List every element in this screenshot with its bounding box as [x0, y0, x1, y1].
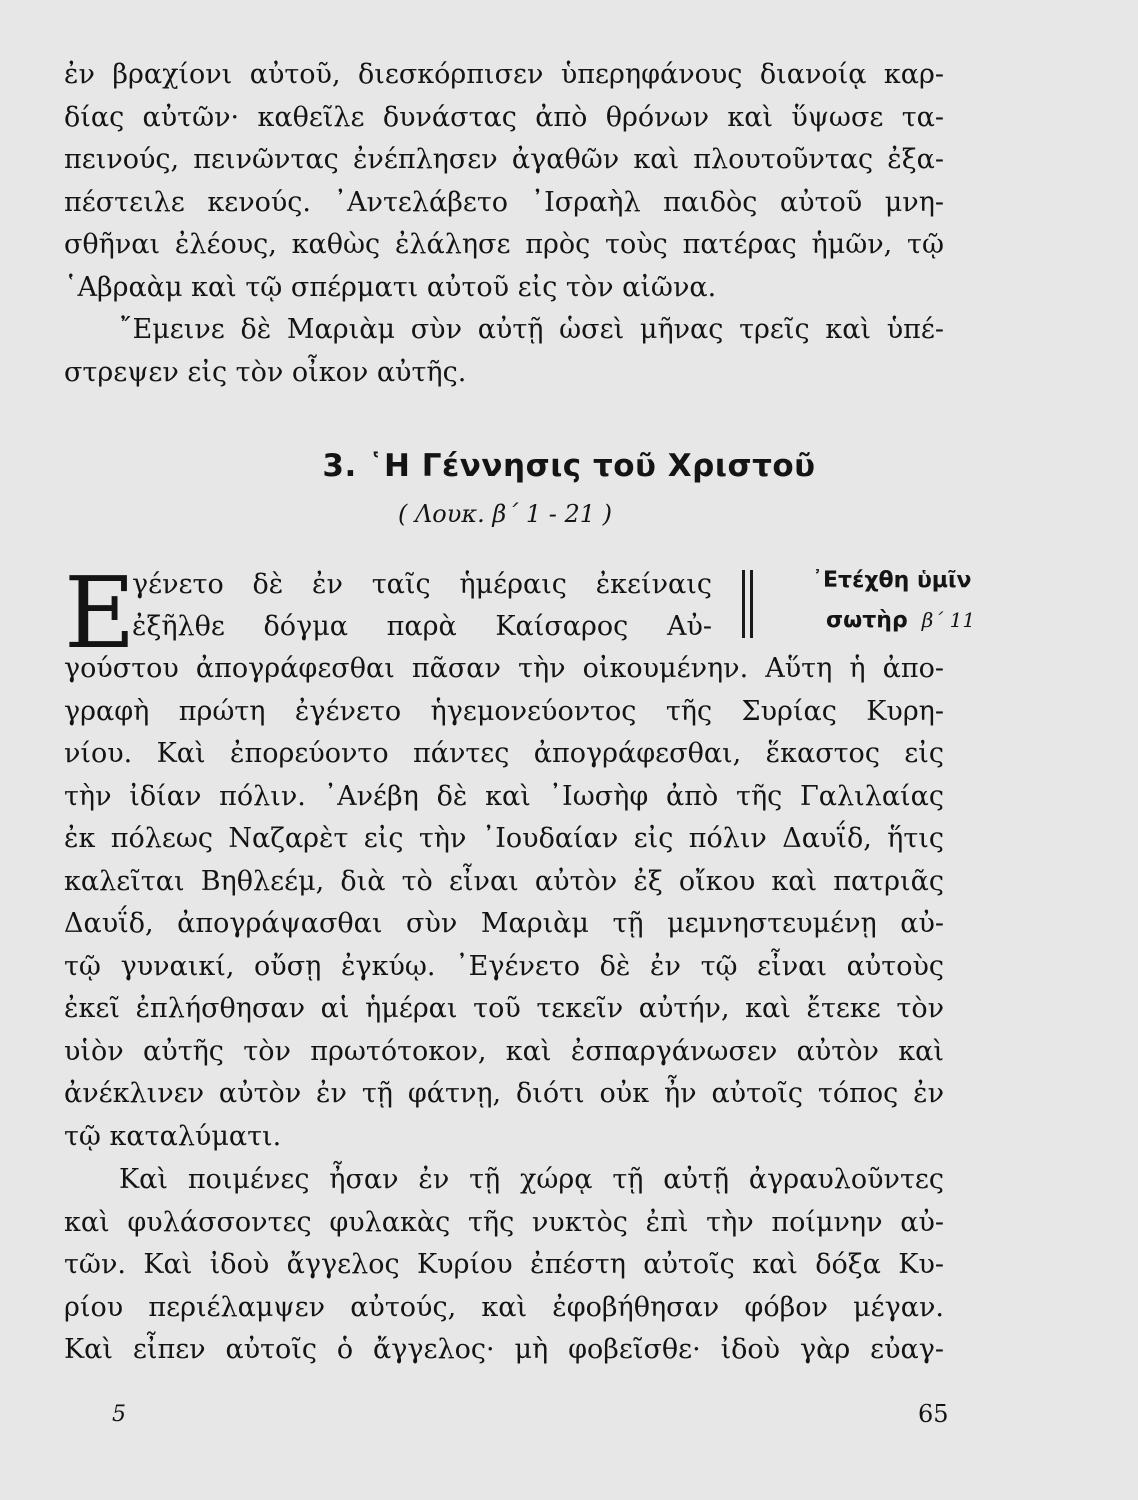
text-line: ρίου περιέλαμψεν αὐτούς, καὶ ἐφοβήθησαν φόβον μέγαν. [64, 1291, 944, 1323]
text-line: ἐξῆλθε δόγμα παρὰ Καίσαρος Αὐ- [132, 611, 712, 642]
text-line: ῾Αβραὰμ καὶ τῷ σπέρματι αὐτοῦ εἰς τὸν αἰῶνα. [64, 271, 717, 303]
text-line: Δαυΐδ, ἀπογράψασθαι σὺν Μαριὰμ τῇ μεμνηστευμένῃ αὐ- [64, 908, 944, 939]
text-line: τῶν. Καὶ ἰδοὺ ἄγγελος Κυρίου ἐπέστη αὐτοῖς καὶ δόξα Κυ- [64, 1249, 944, 1280]
text-line: πέστειλε κενούς. ᾿Αντελάβετο ᾿Ισραὴλ παιδὸς αὐτοῦ μνη- [64, 186, 944, 218]
top-paragraph [64, 54, 944, 394]
page-number: 65 [918, 1400, 949, 1428]
text-line: νίου. Καὶ ἐπορεύοντο πάντες ἀπογράφεσθαι, ἕκαστος εἰς [64, 738, 944, 769]
text-line: πεινούς, πεινῶντας ἐνέπλησεν ἀγαθῶν καὶ πλουτοῦντας ἐξα- [64, 144, 944, 175]
text-line: γούστου ἀπογράφεσθαι πᾶσαν τὴν οἰκουμένην. Αὕτη ἡ ἀπο- [64, 653, 944, 684]
text-line: υἱὸν αὐτῆς τὸν πρωτότοκον, καὶ ἐσπαργάνωσεν αὐτὸν καὶ [64, 1035, 944, 1067]
text-line: γραφὴ πρώτη ἐγένετο ἡγεμονεύοντος τῆς Συρίας Κυρη- [64, 695, 944, 727]
final-paragraph [64, 1159, 944, 1372]
text-line: γένετο δὲ ἐν ταῖς ἡμέραις ἐκείναις [132, 569, 712, 600]
double-rule [742, 570, 745, 638]
signature-mark: 5 [112, 1402, 126, 1427]
text-line: στρεψεν εἰς τὸν οἶκον αὐτῆς. [64, 356, 467, 388]
margin-note-reference: β΄ 11 [921, 608, 976, 632]
margin-note-line [826, 608, 975, 633]
text-line: ἐν βραχίονι αὐτοῦ, διεσκόρπισεν ὑπερηφάνους διανοίᾳ καρ- [64, 59, 944, 90]
margin-note-line: ᾿Ετέχθη ὑμῖν [812, 568, 972, 593]
text-line: καλεῖται Βηθλεέμ, διὰ τὸ εἶναι αὐτὸν ἐξ οἴκου καὶ πατριᾶς [64, 865, 944, 897]
text-line: τῷ καταλύματι. [64, 1120, 282, 1152]
text-line: δίας αὐτῶν· καθεῖλε δυνάστας ἀπὸ θρόνων καὶ ὕψωσε τα- [64, 101, 944, 133]
text-line: Καὶ ποιμένες ἦσαν ἐν τῇ χώρᾳ τῇ αὐτῇ ἀγραυλοῦντες [119, 1164, 944, 1195]
text-line: τὴν ἰδίαν πόλιν. ᾿Ανέβη δὲ καὶ ᾿Ιωσὴφ ἀπὸ τῆς Γαλιλαίας [64, 780, 944, 812]
margin-note-word: σωτὴρ [826, 608, 908, 633]
text-line: σθῆναι ἐλέους, καθὼς ἐλάλησε πρὸς τοὺς πατέρας ἡμῶν, τῷ [64, 229, 944, 260]
section-title: 3. ῾Η Γέννησις τοῦ Χριστοῦ [322, 448, 816, 484]
text-line: ἀνέκλινεν αὐτὸν ἐν τῇ φάτνῃ, διότι οὐκ ἦν αὐτοῖς τόπος ἐν [64, 1078, 944, 1109]
scripture-reference: ( Λουκ. β΄ 1 - 21 ) [397, 500, 613, 528]
text-line: Καὶ εἶπεν αὐτοῖς ὁ ἄγγελος· μὴ φοβεῖσθε· ἰδοὺ γὰρ εὐαγ- [64, 1334, 944, 1365]
text-line: ῎Εμεινε δὲ Μαριὰμ σὺν αὐτῇ ὡσεὶ μῆνας τρεῖς καὶ ὑπέ- [119, 314, 944, 345]
text-line: ἐκεῖ ἐπλήσθησαν αἱ ἡμέραι τοῦ τεκεῖν αὐτήν, καὶ ἔτεκε τὸν [64, 993, 944, 1024]
text-line: ἐκ πόλεως Ναζαρὲτ εἰς τὴν ᾿Ιουδαίαν εἰς πόλιν Δαυΐδ, ἥτις [64, 823, 944, 854]
text-line: καὶ φυλάσσοντες φυλακὰς τῆς νυκτὸς ἐπὶ τὴν ποίμνην αὐ- [64, 1206, 944, 1238]
text-line: τῷ γυναικί, οὔσῃ ἐγκύῳ. ᾿Εγένετο δὲ ἐν τῷ εἶναι αὐτοὺς [64, 950, 944, 982]
dropcap-letter: Ε [64, 557, 136, 671]
body-paragraph [64, 648, 944, 1158]
